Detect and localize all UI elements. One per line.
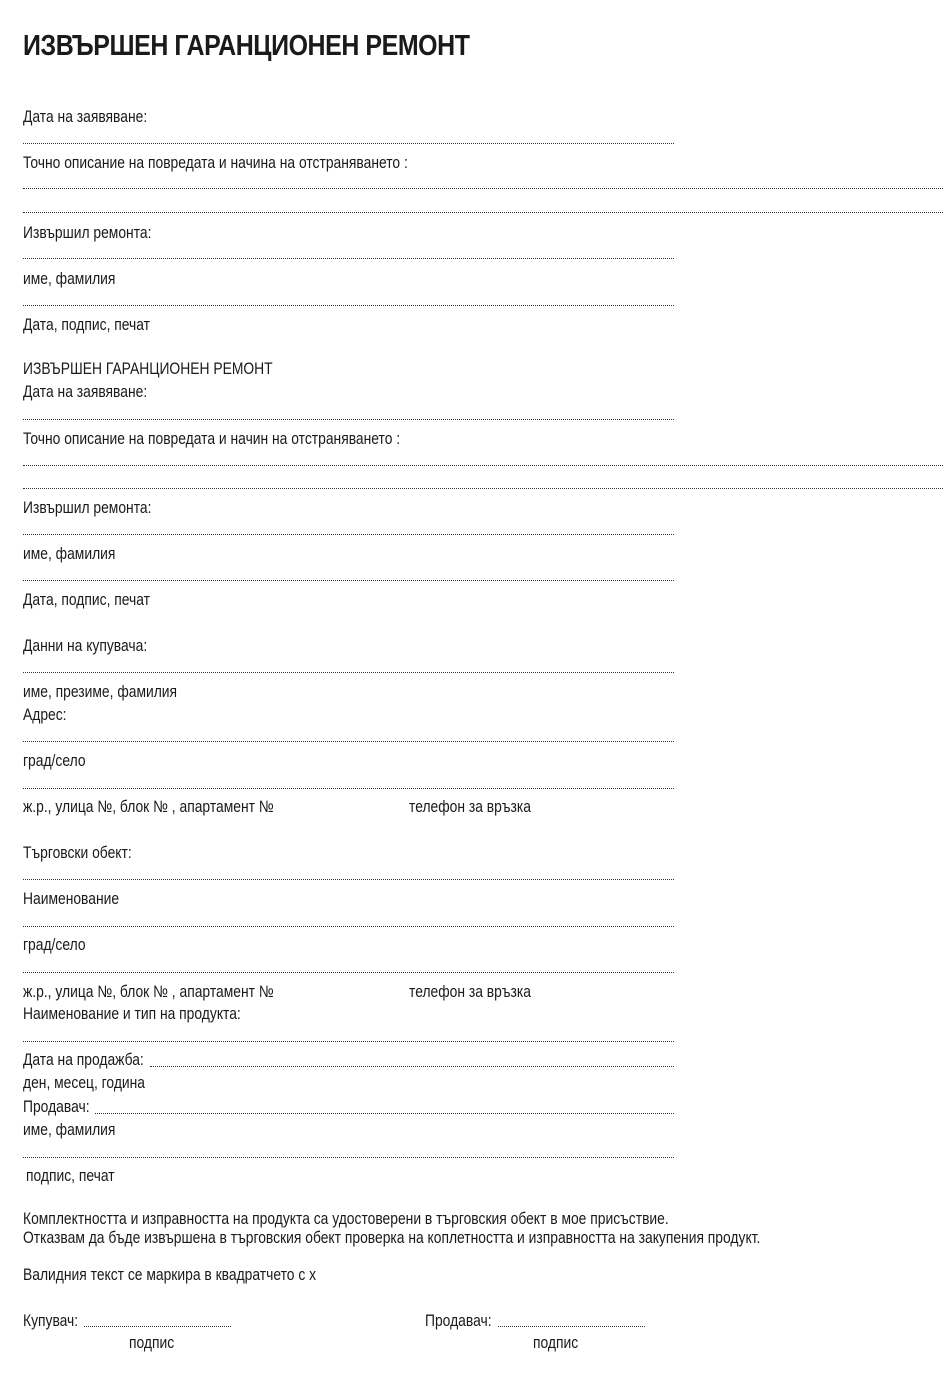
performed-by-label: Извършил ремонта: xyxy=(23,224,152,242)
request-date-line xyxy=(23,419,674,420)
date-sign-line xyxy=(23,580,674,581)
sale-date-line xyxy=(150,1066,674,1067)
street-hint: ж.р., улица №, блок № , апартамент № xyxy=(23,798,274,816)
buyer-name-line xyxy=(23,672,674,673)
address-label: Адрес: xyxy=(23,706,67,724)
declaration-line-1: Комплектността и изправността на продукта са удостоверени в търговския обект в мое присъствие. xyxy=(23,1210,669,1228)
description-line xyxy=(23,465,943,466)
street-line xyxy=(23,788,674,789)
shop-name-line xyxy=(23,879,674,880)
description-line xyxy=(23,488,943,489)
seller-sign-line xyxy=(23,1157,674,1158)
sign-stamp-hint: подпис, печат xyxy=(26,1167,115,1185)
shop-phone-hint: телефон за връзка xyxy=(409,983,531,1001)
description-line xyxy=(23,188,943,189)
seller-sign-hint: подпис xyxy=(533,1334,579,1352)
sale-date-label: Дата на продажба: xyxy=(23,1051,144,1069)
description-label: Точно описание на повредата и начина на отстраняването : xyxy=(23,154,408,172)
description-line xyxy=(23,212,943,213)
name-hint: име, фамилия xyxy=(23,545,116,563)
date-sign-line xyxy=(23,305,674,306)
performer-name-line xyxy=(23,258,674,259)
shop-name-hint: Наименование xyxy=(23,890,120,908)
request-date-label: Дата на заявяване: xyxy=(23,108,148,126)
city-hint: град/село xyxy=(23,752,86,770)
buyer-heading: Данни на купувача: xyxy=(23,637,148,655)
date-format-hint: ден, месец, година xyxy=(23,1074,146,1092)
declaration-line-2: Отказвам да бъде извършена в търговския обект проверка на коплетността и изправността на закупения продукт. xyxy=(23,1229,761,1247)
seller-name-hint: име, фамилия xyxy=(23,1121,116,1139)
shop-street-hint: ж.р., улица №, блок № , апартамент № xyxy=(23,983,274,1001)
shop-heading: Търговски обект: xyxy=(23,844,132,862)
seller-line xyxy=(95,1113,674,1114)
phone-hint: телефон за връзка xyxy=(409,798,531,816)
seller-label: Продавач: xyxy=(23,1098,90,1116)
section-heading: ИЗВЪРШЕН ГАРАНЦИОНЕН РЕМОНТ xyxy=(23,360,273,378)
request-date-line xyxy=(23,143,674,144)
page-title: ИЗВЪРШЕН ГАРАНЦИОНЕН РЕМОНТ xyxy=(23,30,470,62)
performer-name-line xyxy=(23,534,674,535)
mark-note: Валидния текст се маркира в квадратчето с х xyxy=(23,1266,317,1284)
shop-city-line xyxy=(23,926,674,927)
description-label: Точно описание на повредата и начин на отстраняването : xyxy=(23,430,401,448)
performed-by-label: Извършил ремонта: xyxy=(23,499,152,517)
name-hint: име, фамилия xyxy=(23,270,116,288)
full-name-hint: име, презиме, фамилия xyxy=(23,683,178,701)
date-sign-hint: Дата, подпис, печат xyxy=(23,591,150,609)
buyer-signature-label: Купувач: xyxy=(23,1312,79,1330)
seller-signature-label: Продавач: xyxy=(425,1312,492,1330)
request-date-label: Дата на заявяване: xyxy=(23,383,148,401)
date-sign-hint: Дата, подпис, печат xyxy=(23,316,150,334)
shop-city-hint: град/село xyxy=(23,936,86,954)
product-name-line xyxy=(23,1041,674,1042)
buyer-sign-hint: подпис xyxy=(129,1334,175,1352)
buyer-signature-line xyxy=(84,1326,231,1327)
seller-signature-line xyxy=(498,1326,645,1327)
city-line xyxy=(23,741,674,742)
shop-street-line xyxy=(23,972,674,973)
product-name-label: Наименование и тип на продукта: xyxy=(23,1005,241,1023)
